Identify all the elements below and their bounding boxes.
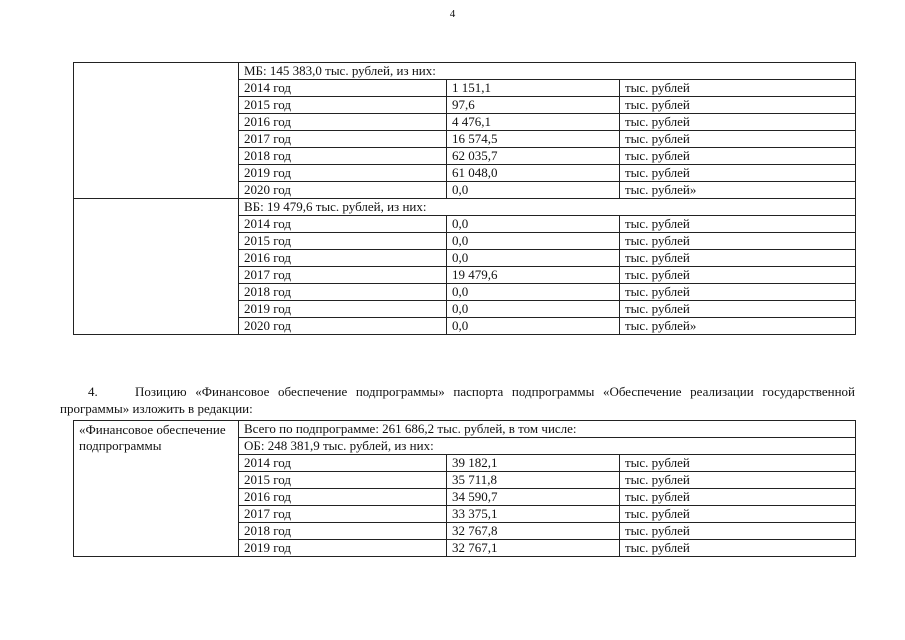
amount-cell: 19 479,6 — [447, 267, 620, 284]
paragraph-4 — [60, 383, 855, 417]
subprogram-label: «Финансовое обеспечение подпрограммы — [74, 421, 239, 557]
unit-cell: тыс. рублей — [620, 114, 856, 131]
year-cell: 2018 год — [239, 148, 447, 165]
unit-cell: тыс. рублей — [620, 80, 856, 97]
year-cell: 2014 год — [239, 216, 447, 233]
unit-cell: тыс. рублей — [620, 455, 856, 472]
amount-cell: 35 711,8 — [447, 472, 620, 489]
amount-cell: 1 151,1 — [447, 80, 620, 97]
funding-table-continued — [73, 62, 856, 335]
unit-cell: тыс. рублей — [620, 301, 856, 318]
amount-cell: 16 574,5 — [447, 131, 620, 148]
unit-cell: тыс. рублей — [620, 165, 856, 182]
amount-cell: 34 590,7 — [447, 489, 620, 506]
year-cell: 2020 год — [239, 182, 447, 199]
unit-cell: тыс. рублей — [620, 523, 856, 540]
year-cell: 2020 год — [239, 318, 447, 335]
amount-cell: 39 182,1 — [447, 455, 620, 472]
label-cell — [74, 199, 239, 335]
paragraph-text: Позицию «Финансовое обеспечение подпрограммы» паспорта подпрограммы «Обеспечение реализации государственной программы» изложить в редакции: — [60, 384, 855, 416]
unit-cell: тыс. рублей — [620, 284, 856, 301]
unit-cell: тыс. рублей — [620, 131, 856, 148]
year-cell: 2019 год — [239, 540, 447, 557]
year-cell: 2016 год — [239, 250, 447, 267]
year-cell: 2016 год — [239, 489, 447, 506]
unit-cell: тыс. рублей — [620, 506, 856, 523]
funding-table-subprogram — [73, 420, 856, 557]
total-cell: Всего по подпрограмме: 261 686,2 тыс. рублей, в том числе: — [239, 421, 856, 438]
amount-cell: 0,0 — [447, 233, 620, 250]
section-header-row — [74, 63, 856, 80]
amount-cell: 33 375,1 — [447, 506, 620, 523]
amount-cell: 32 767,1 — [447, 540, 620, 557]
unit-cell: тыс. рублей» — [620, 318, 856, 335]
unit-cell: тыс. рублей — [620, 216, 856, 233]
year-cell: 2015 год — [239, 97, 447, 114]
unit-cell: тыс. рублей — [620, 233, 856, 250]
label-cell — [74, 63, 239, 199]
page-number: 4 — [449, 8, 456, 20]
amount-cell: 0,0 — [447, 301, 620, 318]
amount-cell: 97,6 — [447, 97, 620, 114]
year-cell: 2014 год — [239, 80, 447, 97]
unit-cell: тыс. рублей — [620, 97, 856, 114]
section-header: ОБ: 248 381,9 тыс. рублей, из них: — [239, 438, 856, 455]
year-cell: 2018 год — [239, 284, 447, 301]
year-cell: 2014 год — [239, 455, 447, 472]
year-cell: 2019 год — [239, 301, 447, 318]
unit-cell: тыс. рублей — [620, 540, 856, 557]
amount-cell: 0,0 — [447, 318, 620, 335]
unit-cell: тыс. рублей — [620, 250, 856, 267]
amount-cell: 0,0 — [447, 182, 620, 199]
year-cell: 2017 год — [239, 506, 447, 523]
year-cell: 2016 год — [239, 114, 447, 131]
paragraph-number: 4. — [88, 384, 98, 399]
unit-cell: тыс. рублей — [620, 489, 856, 506]
year-cell: 2018 год — [239, 523, 447, 540]
amount-cell: 4 476,1 — [447, 114, 620, 131]
unit-cell: тыс. рублей — [620, 148, 856, 165]
unit-cell: тыс. рублей — [620, 472, 856, 489]
amount-cell: 62 035,7 — [447, 148, 620, 165]
year-cell: 2019 год — [239, 165, 447, 182]
section-header: МБ: 145 383,0 тыс. рублей, из них: — [239, 63, 856, 80]
year-cell: 2017 год — [239, 267, 447, 284]
section-header: ВБ: 19 479,6 тыс. рублей, из них: — [239, 199, 856, 216]
unit-cell: тыс. рублей» — [620, 182, 856, 199]
section-header-row — [74, 199, 856, 216]
amount-cell: 32 767,8 — [447, 523, 620, 540]
amount-cell: 0,0 — [447, 284, 620, 301]
year-cell: 2015 год — [239, 233, 447, 250]
total-row — [74, 421, 856, 438]
year-cell: 2017 год — [239, 131, 447, 148]
amount-cell: 0,0 — [447, 216, 620, 233]
year-cell: 2015 год — [239, 472, 447, 489]
unit-cell: тыс. рублей — [620, 267, 856, 284]
amount-cell: 61 048,0 — [447, 165, 620, 182]
amount-cell: 0,0 — [447, 250, 620, 267]
